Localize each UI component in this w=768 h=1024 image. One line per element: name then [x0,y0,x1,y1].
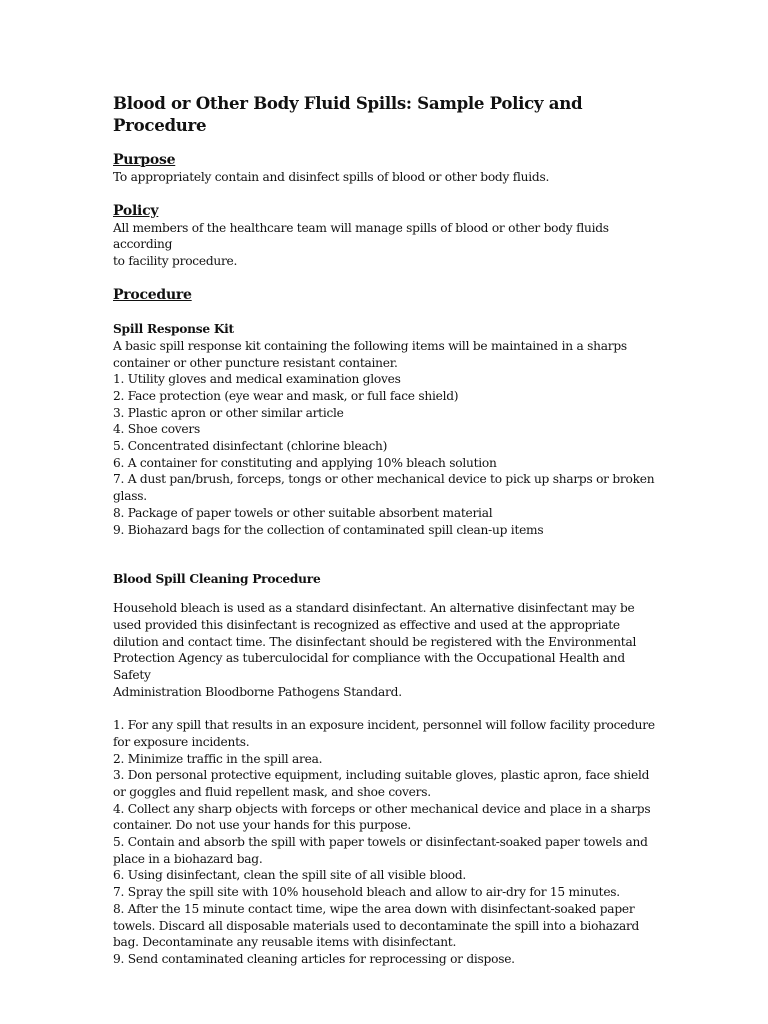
list-item: 1. For any spill that results in an exposure incident, personnel will follow facility procedure [113,718,655,733]
list-item: 8. Package of paper towels or other suitable absorbent material [113,505,493,520]
list-item: 4. Shoe covers [113,422,200,437]
list-item: 2. Face protection (eye wear and mask, or full face shield) [113,388,459,403]
kit-intro-line: container or other puncture resistant container. [113,355,398,370]
document-title: Blood or Other Body Fluid Spills: Sample Policy and Procedure [113,93,583,135]
cleaning-intro-line: dilution and contact time. The disinfectant should be registered with the Environmental [113,634,637,649]
list-item: 6. A container for constituting and applying 10% bleach solution [113,455,497,470]
policy-heading: Policy [113,202,159,219]
cleaning-intro-line: Household bleach is used as a standard disinfectant. An alternative disinfectant may be [113,601,635,616]
kit-intro-line: A basic spill response kit containing the following items will be maintained in a sharps [113,338,627,353]
list-item: bag. Decontaminate any reusable items with disinfectant. [113,935,457,950]
list-item: place in a biohazard bag. [113,851,263,866]
list-item: 3. Don personal protective equipment, including suitable gloves, plastic apron, face shield [113,768,650,783]
cleaning-steps-list [113,717,658,968]
cleaning-intro-line: Administration Bloodborne Pathogens Standard. [113,684,402,699]
policy-line: All members of the healthcare team will manage spills of blood or other body fluids according [113,220,609,252]
list-item: container. Do not use your hands for this purpose. [113,818,411,833]
cleaning-procedure-heading: Blood Spill Cleaning Procedure [113,572,321,587]
spill-kit-list [113,371,658,538]
document-page [113,92,658,968]
list-item: 7. Spray the spill site with 10% household bleach and allow to air-dry for 15 minutes. [113,885,620,900]
list-item: towels. Discard all disposable materials used to decontaminate the spill into a biohazard [113,918,640,933]
spill-kit-intro [113,338,658,371]
spill-kit-heading: Spill Response Kit [113,321,234,336]
list-item: 3. Plastic apron or other similar article [113,405,344,420]
list-item: 9. Send contaminated cleaning articles for reprocessing or dispose. [113,952,515,966]
list-item: or goggles and fluid repellent mask, and shoe covers. [113,784,431,799]
cleaning-intro-line: Protection Agency as tuberculocidal for compliance with the Occupational Health and Safety [113,651,625,683]
purpose-text: To appropriately contain and disinfect spills of blood or other body fluids. [113,170,550,184]
cleaning-intro-line: used provided this disinfectant is recognized as effective and used at the appropriate [113,617,620,632]
list-item: 5. Contain and absorb the spill with paper towels or disinfectant-soaked paper towels and [113,835,648,850]
list-item: 8. After the 15 minute contact time, wipe the area down with disinfectant-soaked paper [113,901,635,916]
purpose-heading: Purpose [113,152,176,168]
list-item: 6. Using disinfectant, clean the spill site of all visible blood. [113,868,467,883]
list-item: 4. Collect any sharp objects with forceps or other mechanical device and place in a sharps [113,801,651,816]
policy-text [113,220,658,270]
list-item: 1. Utility gloves and medical examination gloves [113,372,401,387]
list-item: 5. Concentrated disinfectant (chlorine bleach) [113,439,388,454]
policy-line: to facility procedure. [113,254,238,269]
list-item: glass. [113,489,147,504]
procedure-heading: Procedure [113,286,192,303]
list-item: 7. A dust pan/brush, forceps, tongs or other mechanical device to pick up sharps or broken [113,472,655,487]
list-item: 2. Minimize traffic in the spill area. [113,751,323,766]
list-item: 9. Biohazard bags for the collection of contaminated spill clean-up items [113,522,544,537]
list-item: for exposure incidents. [113,734,250,749]
cleaning-intro [113,600,658,700]
